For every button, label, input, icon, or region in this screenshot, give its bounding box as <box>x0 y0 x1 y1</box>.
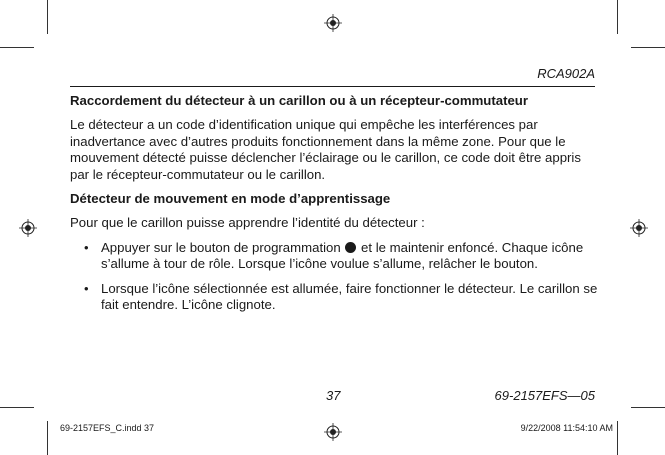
list-item-text-end: et le maintenir enfoncé. Chaque icône s’allume à tour de rôle. Lorsque l’icône voulue s’allume, relâcher le bouton. <box>101 239 584 272</box>
crop-mark <box>631 407 665 408</box>
model-number: RCA902A <box>537 66 595 81</box>
crop-mark <box>631 47 665 48</box>
program-button-icon <box>345 242 356 253</box>
bullet-icon: • <box>84 280 89 296</box>
slug-file-name: 69-2157EFS_C.indd 37 <box>60 423 155 433</box>
main-content <box>70 93 600 321</box>
registration-mark-icon <box>324 14 342 32</box>
list-item <box>70 240 600 273</box>
document-number: 69-2157EFS—05 <box>494 388 595 403</box>
list-item <box>70 281 600 314</box>
registration-mark-icon <box>630 219 648 237</box>
crop-mark <box>617 421 618 455</box>
page-number: 37 <box>326 388 341 403</box>
slug-timestamp: 9/22/2008 11:54:10 AM <box>520 423 613 433</box>
list-item-text-start: Appuyer sur le bouton de programmation <box>101 239 345 255</box>
header-rule <box>70 86 595 87</box>
crop-mark <box>47 421 48 455</box>
list-item-text: Lorsque l’icône sélectionnée est allumée, faire fonctionner le détecteur. Le carillon se fait entendre. L’icône clignote. <box>101 280 598 313</box>
registration-mark-icon <box>324 423 342 441</box>
section-intro: Pour que le carillon puisse apprendre l’identité du détecteur : <box>70 215 425 231</box>
section-heading: Détecteur de mouvement en mode d’apprentissage <box>70 191 391 207</box>
instruction-list <box>70 240 600 314</box>
section-heading: Raccordement du détecteur à un carillon ou à un récepteur-commutateur <box>70 93 528 108</box>
section-body: Le détecteur a un code d’identification unique qui empêche les interférences par inadvertance avec d’autres produits fonctionnement dans la même zone. Pour que le mouvement détecté puisse déclencher l’éclairage ou le carillon, ce code doit être appris par le récepteur-commutateur ou le carillon. <box>70 117 581 182</box>
crop-mark <box>0 407 34 408</box>
crop-mark <box>617 0 618 34</box>
bullet-icon: • <box>84 239 89 255</box>
registration-mark-icon <box>19 219 37 237</box>
crop-mark <box>47 0 48 34</box>
crop-mark <box>0 47 34 48</box>
